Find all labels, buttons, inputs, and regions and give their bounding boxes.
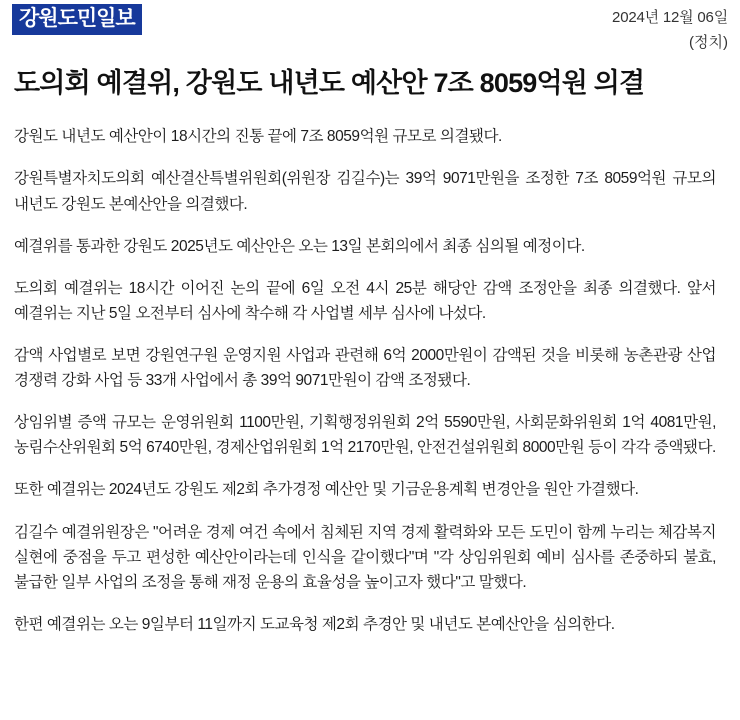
article-paragraph: 감액 사업별로 보면 강원연구원 운영지원 사업과 관련해 6억 2000만원이 감액된 것을 비롯해 농촌관광 산업 경쟁력 강화 사업 등 33개 사업에서 총 39억 9071만원이 감액 조정됐다. [14, 346, 716, 390]
article-paragraph: 상임위별 증액 규모는 운영위원회 1100만원, 기획행정위원회 2억 5590만원, 사회문화위원회 1억 4081만원, 농림수산위원회 5억 6740만원, 경제산업위원회 1억 2170만원, 안전건설위원회 8000만원 등이 각각 증액됐다. [14, 414, 716, 457]
article-meta [612, 4, 728, 52]
article-paragraph: 예결위를 통과한 강원도 2025년도 예산안은 오는 13일 본회의에서 최종 심의될 예정이다. [14, 237, 585, 255]
article-paragraph: 강원특별자치도의회 예산결산특별위원회(위원장 김길수)는 39억 9071만원을 조정한 7조 8059억원 규모의 내년도 강원도 본예산안을 의결했다. [14, 170, 716, 213]
masthead [12, 0, 728, 50]
article-body [14, 124, 728, 637]
article-category: (정치) [689, 34, 728, 51]
newspaper-logo[interactable]: 강원도민일보 [12, 4, 142, 35]
page-title: 도의회 예결위, 강원도 내년도 예산안 7조 8059억원 의결 [14, 68, 645, 98]
article-paragraph: 도의회 예결위는 18시간 이어진 논의 끝에 6일 오전 4시 25분 해당안 감액 조정안을 최종 의결했다. 앞서 예결위는 지난 5일 오전부터 심사에 착수해 각 사업별 세부 심사에 나섰다. [14, 279, 716, 322]
article-paragraph: 또한 예결위는 2024년도 강원도 제2회 추가경정 예산안 및 기금운용계획 변경안을 원안 가결했다. [14, 481, 639, 499]
article-paragraph: 강원도 내년도 예산안이 18시간의 진통 끝에 7조 8059억원 규모로 의결됐다. [14, 128, 502, 146]
article-paragraph: 김길수 예결위원장은 "어려운 경제 여건 속에서 침체된 지역 경제 활력화와 모든 도민이 함께 누리는 체감복지 실현에 중점을 두고 편성한 예산안이라는데 인식을 같이했다"며 "각 상임위원회 예비 심사를 존중하되 불효, 불급한 일부 사업의 조정을 통해 재정 운용의 효율성을 높이고자 했다"고 말했다. [14, 523, 716, 591]
publish-date: 2024년 12월 06일 [612, 9, 728, 26]
article-paragraph: 한편 예결위는 오는 9일부터 11일까지 도교육청 제2회 추경안 및 내년도 본예산안을 심의한다. [14, 615, 615, 633]
